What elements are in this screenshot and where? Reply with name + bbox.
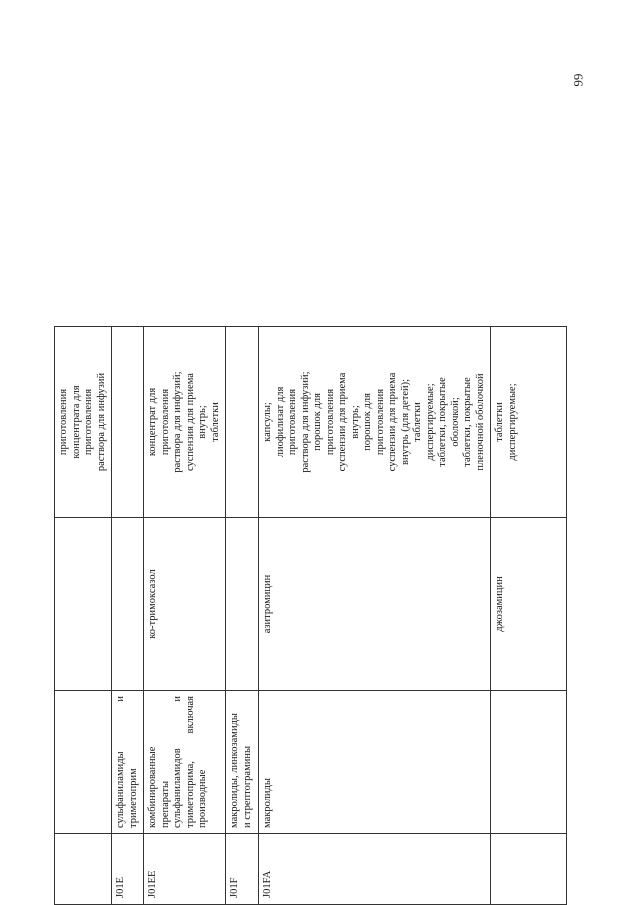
atc-code-cell <box>55 834 112 905</box>
form-cell <box>226 327 259 518</box>
group-cell: сульфаниламиды и триметоприм <box>112 691 144 834</box>
group-cell: макролиды <box>259 691 491 834</box>
drug-cell <box>55 518 112 691</box>
drug-cell: азитромицин <box>259 518 491 691</box>
form-cell: таблетки диспергируемые; <box>491 327 567 518</box>
page-number: 66 <box>571 73 586 87</box>
drug-cell <box>112 518 144 691</box>
drug-cell <box>226 518 259 691</box>
table-row <box>491 327 567 905</box>
group-cell <box>491 691 567 834</box>
rotated-table-container <box>54 327 561 905</box>
atc-code-cell <box>491 834 567 905</box>
atc-code-cell: J01E <box>112 834 144 905</box>
atc-code-cell: J01F <box>226 834 259 905</box>
form-cell: капсулы; лиофилизат для приготовления раствора для инфузий; порошок для приготовления суспензии для приема внутрь; порошок для приготовления суспензии для приема внутрь (для детей); таблетки диспергируемые; таблетки, покрытые оболочкой; таблетки, покрытые пленочной оболочкой <box>259 327 491 518</box>
drug-cell: джозамицин <box>491 518 567 691</box>
group-cell: комбинированные препараты сульфаниламидов и триметоприма, включая производные <box>144 691 226 834</box>
table-row <box>226 327 259 905</box>
atc-code-cell: J01FA <box>259 834 491 905</box>
form-cell <box>112 327 144 518</box>
group-cell: макролиды, линкозамиды и стрептограмины <box>226 691 259 834</box>
form-cell: приготовления концентрата для приготовления раствора для инфузий <box>55 327 112 518</box>
table-row <box>144 327 226 905</box>
table-row <box>259 327 491 905</box>
table-row <box>55 327 112 905</box>
atc-code-cell: J01EE <box>144 834 226 905</box>
drug-cell: ко-тримоксазол <box>144 518 226 691</box>
drug-table <box>54 326 567 905</box>
table-row <box>112 327 144 905</box>
group-cell <box>55 691 112 834</box>
form-cell: концентрат для приготовления раствора для инфузий; суспензия для приема внутрь; таблетки <box>144 327 226 518</box>
